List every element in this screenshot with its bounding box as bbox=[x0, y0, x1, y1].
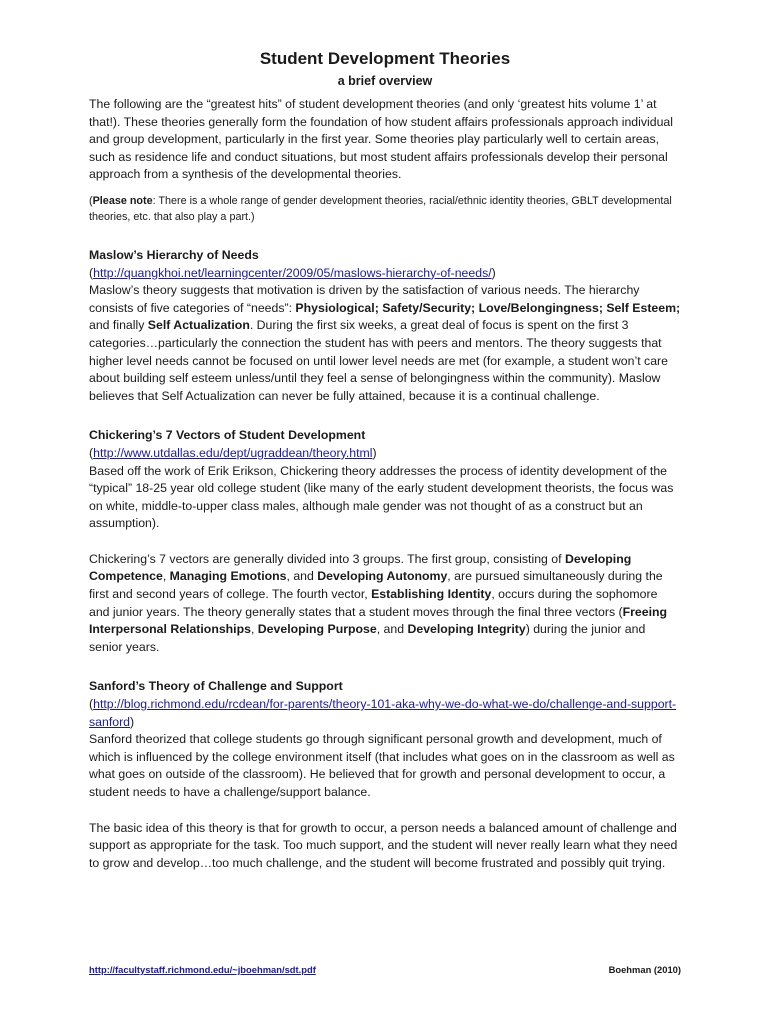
chickering-text-h: ) during the junior and senior years. bbox=[89, 622, 646, 654]
intro-paragraph: The following are the “greatest hits” of student development theories (and only ‘greatest hits volume 1’ at that!). These theories generally form the foundation of how student affairs professionals approach individual and group development, particularly in the first year. Some theories play particularly well to certain areas, such as residence life and conduct situations, but most student affairs professionals develop their personal approach from a synthesis of the developmental theories. bbox=[89, 97, 674, 182]
sanford-link[interactable]: http://blog.richmond.edu/rcdean/for-parents/theory-101-aka-why-we-do-what-we-do/challenge-and-support-sanford bbox=[89, 697, 677, 729]
vector-freeing-interpersonal-relationships: Freeing Interpersonal Relationships bbox=[89, 604, 668, 637]
maslow-open-paren: ( bbox=[89, 265, 94, 280]
note-text: : There is a whole range of gender development theories, racial/ethnic identity theories, GBLT developmental theories, etc. that also play a part.) bbox=[89, 194, 672, 223]
maslow-close-paren: ) bbox=[491, 265, 496, 280]
maslow-text-3: . During the first six weeks, a great deal of focus is spent on the first 3 categories…particularly the connection the student has with peers and mentors. The theory suggests that higher level needs cannot be focused on until lower level needs are met (for example, a student won’t care about building self esteem unless/until they feel a sense of belongingness within the community). Maslow believes that Self Actualization can never be fully attained, because it is a continual challenge. bbox=[89, 318, 668, 403]
chickering-text-e: , occurs during the sophomore and junior years. The theory generally states that a student moves through the final three vectors ( bbox=[89, 587, 658, 619]
sanford-link-line bbox=[89, 696, 681, 731]
vector-developing-integrity: Developing Integrity bbox=[407, 622, 526, 637]
chickering-link[interactable]: http://www.utdallas.edu/dept/ugraddean/theory.html bbox=[93, 445, 373, 460]
maslow-text-2: and finally bbox=[89, 318, 148, 333]
chickering-close-paren: ) bbox=[372, 445, 377, 460]
sanford-heading: Sanford’s Theory of Challenge and Support bbox=[89, 679, 343, 694]
chickering-text-g: , and bbox=[376, 622, 408, 637]
vector-establishing-identity: Establishing Identity bbox=[371, 587, 492, 602]
vector-developing-competence: Developing Competence bbox=[89, 551, 632, 584]
chickering-text-d: , are pursued simultaneously during the first and second years of college. The fourth vector, bbox=[89, 569, 663, 602]
chickering-heading: Chickering’s 7 Vectors of Student Development bbox=[89, 428, 366, 443]
maslow-link-line bbox=[89, 265, 681, 283]
footer-url[interactable]: http://facultystaff.richmond.edu/~jboehman/sdt.pdf bbox=[89, 964, 316, 975]
sanford-close-paren: ) bbox=[130, 714, 135, 729]
maslow-link[interactable]: http://quangkhoi.net/learningcenter/2009/05/maslows-hierarchy-of-needs/ bbox=[93, 265, 492, 280]
document-subtitle: a brief overview bbox=[337, 74, 433, 88]
document-title: Student Development Theories bbox=[259, 49, 511, 68]
sanford-paragraph-2: The basic idea of this theory is that for growth to occur, a person needs a balanced amount of challenge and support as appropriate for the task. Too much support, and the student will never really learn what they need to grow and develop…too much challenge, and the student will become frustrated and possibly quit trying. bbox=[89, 820, 678, 870]
maslow-text-1: Maslow’s theory suggests that motivation is driven by the satisfaction of various needs. The hierarchy consists of five categories of “needs”: bbox=[89, 283, 640, 315]
sanford-paragraph-1: Sanford theorized that college students go through significant personal growth and development, much of which is influenced by the college environment itself (that includes what goes on in the classroom as well as what goes on outside of the classroom). He believed that for growth and personal development to occur, a student needs to have a challenge/support balance. bbox=[89, 732, 675, 799]
chickering-paragraph-2 bbox=[89, 551, 681, 657]
note-paragraph bbox=[89, 193, 681, 225]
chickering-paragraph-1: Based off the work of Erik Erikson, Chickering theory addresses the process of identity development of the “typical” 18-25 year old college student (like many of the early student development theorists, the focus was on white, middle-to-upper class males, although male gender was not thought of as a construct but an assumption). bbox=[89, 463, 674, 531]
chickering-text-b: , bbox=[162, 569, 170, 584]
document-page bbox=[89, 48, 681, 872]
chickering-open-paren: ( bbox=[89, 445, 94, 460]
vector-developing-purpose: Developing Purpose bbox=[257, 622, 377, 637]
chickering-text-f: , bbox=[250, 622, 258, 637]
chickering-link-line bbox=[89, 445, 681, 463]
maslow-needs: Physiological; Safety/Security; Love/Belongingness; Self Esteem; bbox=[295, 300, 681, 315]
chickering-text-a: Chickering’s 7 vectors are generally divided into 3 groups. The first group, consisting of bbox=[89, 551, 565, 566]
maslow-heading: Maslow’s Hierarchy of Needs bbox=[89, 247, 259, 262]
chickering-text-c: , and bbox=[286, 569, 318, 584]
maslow-self-actualization: Self Actualization bbox=[147, 318, 250, 333]
vector-managing-emotions: Managing Emotions bbox=[169, 569, 287, 584]
footer-credit: Boehman (2010) bbox=[608, 964, 681, 975]
maslow-paragraph bbox=[89, 282, 681, 405]
sanford-open-paren: ( bbox=[89, 697, 94, 712]
vector-developing-autonomy: Developing Autonomy bbox=[317, 569, 448, 584]
note-label: Please note bbox=[92, 194, 153, 207]
note-open-paren: ( bbox=[89, 194, 93, 207]
